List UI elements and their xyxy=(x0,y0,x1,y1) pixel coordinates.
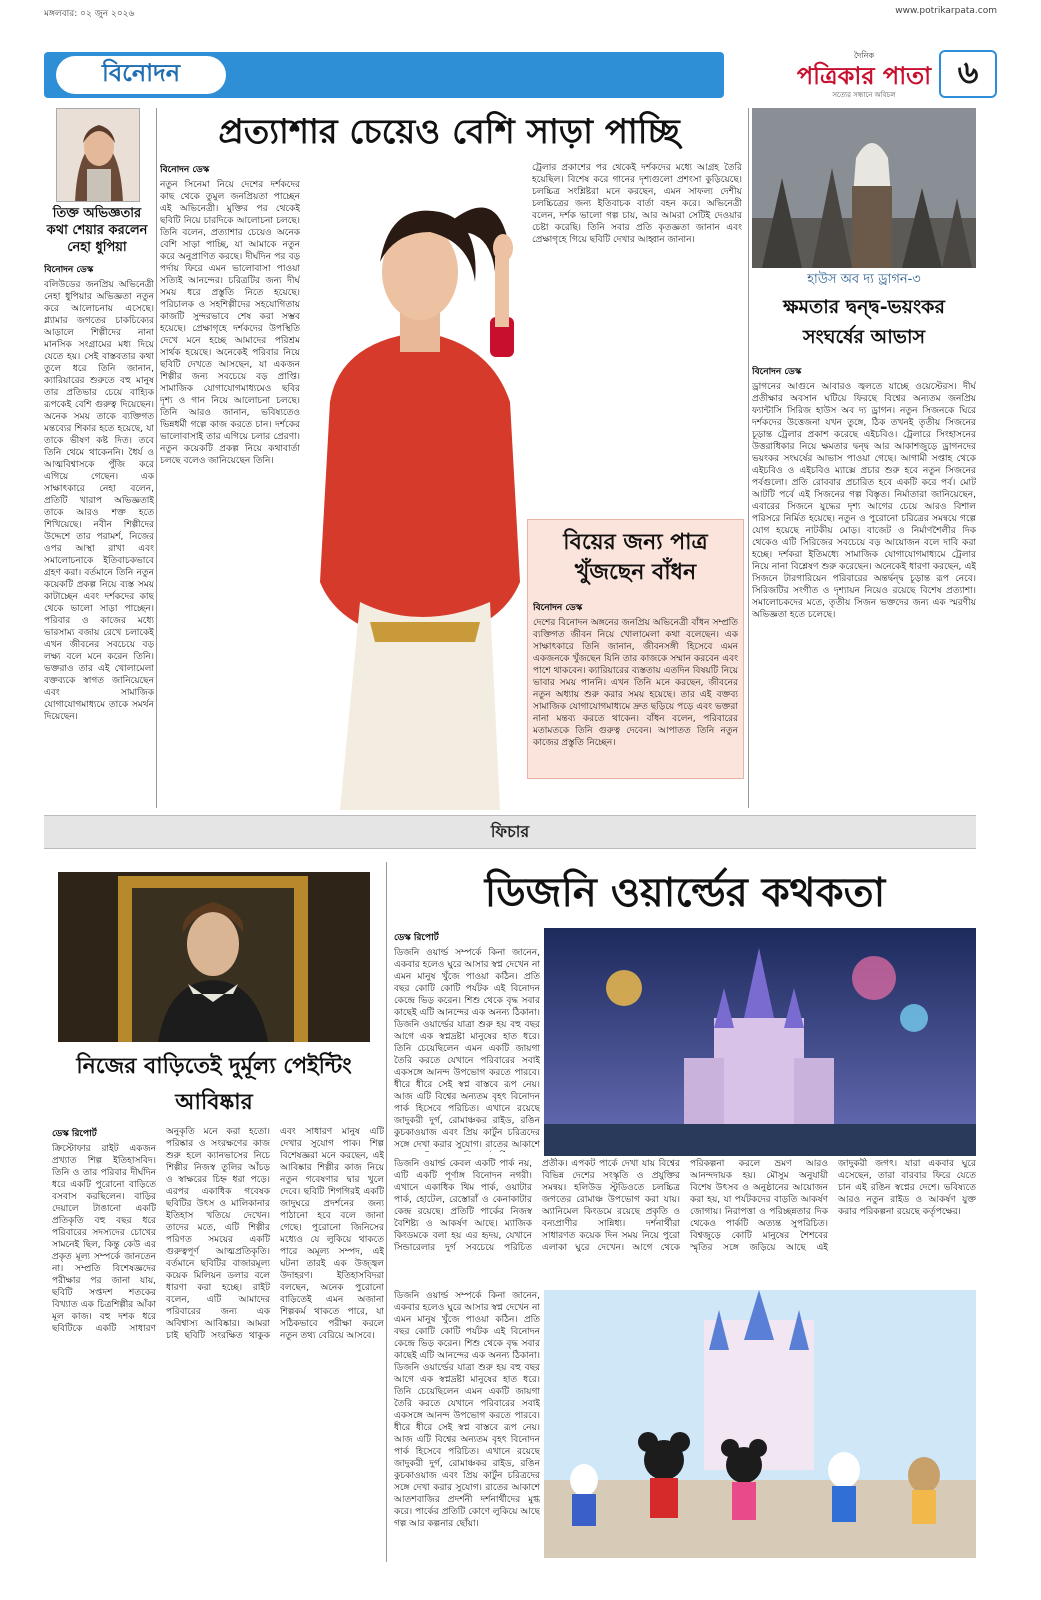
painting-body: ক্রিস্টোফার রাইট একজন প্রখ্যাত শিল্প ইতিহাসবিদ। তিনি ও তার পরিবার দীর্ঘদিন ধরে একটি পুরোনো বাড়িতে বসবাস করছিলেন। বাড়ির দেয়ালে টাঙানো একটি প্রতিকৃতি বহু বছর ধরে পরিবারের সদস্যদের চোখের সামনেই ছিল, কিন্তু কেউ এর প্রকৃত মূল্য সম্পর্কে জানতেন না। সম্প্রতি বিশেষজ্ঞদের পরীক্ষার পর জানা যায়, ছবিটি সপ্তদশ শতকের বিখ্যাত এক চিত্রশিল্পীর আঁকা মূল কাজ। বহু দশক ধরে ছবিটিকে একটি সাধারণ অনুকৃতি মনে করা হতো। পরিষ্কার ও সংরক্ষণের কাজ শুরু হলে ক্যানভাসের নিচে শিল্পীর নিজস্ব তুলির আঁচড় ও স্বাক্ষরের চিহ্ন ধরা পড়ে। এরপর একাধিক গবেষক ছবিটির উৎস ও মালিকানার ইতিহাস খতিয়ে দেখেন। তাদের মতে, এটি শিল্পীর পরিণত সময়ের একটি গুরুত্বপূর্ণ আত্মপ্রতিকৃতি। বর্তমানে ছবিটির বাজারমূল্য কয়েক মিলিয়ন ডলার বলে ধারণা করা হচ্ছে। রাইট বলেন, এটি আমাদের পরিবারের জন্য এক অবিশ্বাস্য আবিষ্কার। আমরা চাই ছবিটি সংরক্ষিত থাকুক এবং সাধারণ মানুষ এটি দেখার সুযোগ পাক। শিল্প বিশেষজ্ঞরা মনে করছেন, এই আবিষ্কার শিল্পীর কাজ নিয়ে নতুন গবেষণার দ্বার খুলে দেবে। ছবিটি শিগগিরই একটি জাদুঘরে প্রদর্শনের জন্য পাঠানো হবে বলে জানা গেছে। পুরোনো জিনিসের মধ্যেও যে লুকিয়ে থাকতে পারে অমূল্য সম্পদ, এই ঘটনা তারই এক উজ্জ্বল উদাহরণ। ইতিহাসবিদরা বলছেন, অনেক পুরোনো বাড়িতেই এমন অজানা শিল্পকর্ম থাকতে পারে, যা সঠিকভাবে পরীক্ষা করলে নতুন তথ্য বেরিয়ে আসবে। xyxy=(52,1127,384,1341)
disney-body-bottom: ডিজনি ওয়ার্ল্ড কেবল একটি পার্ক নয়, এটি একটি পূর্ণাঙ্গ বিনোদন নগরী। এখানে একাধিক থিম পার্ক, ওয়াটার পার্ক, হোটেল, রেস্তোরাঁ ও কেনাকাটার কেন্দ্র রয়েছে। প্রতিটি পার্কের নিজস্ব বৈশিষ্ট্য ও আকর্ষণ আছে। ম্যাজিক কিংডমকে বলা হয় এর হৃদয়, যেখানে সিন্ডারেলার দুর্গ সবচেয়ে পরিচিত প্রতীক। এপকট পার্কে দেখা যায় বিশ্বের বিভিন্ন দেশের সংস্কৃতি ও প্রযুক্তির সমন্বয়। হলিউড স্টুডিওতে চলচ্চিত্র জগতের রোমাঞ্চ উপভোগ করা যায়। অ্যানিমেল কিংডমে রয়েছে প্রকৃতি ও বন্যপ্রাণীর সান্নিধ্য। দর্শনার্থীরা সাধারণত কয়েক দিন সময় নিয়ে পুরো এলাকা ঘুরে দেখেন। আগে থেকে পরিকল্পনা করলে ভ্রমণ আরও আনন্দদায়ক হয়। মৌসুম অনুযায়ী বিশেষ উৎসব ও অনুষ্ঠানের আয়োজন করা হয়, যা পর্যটকদের বাড়তি আকর্ষণ জোগায়। নিরাপত্তা ও পরিচ্ছন্নতার দিক থেকেও পার্কটি অত্যন্ত সুপরিচিত। বিশ্বজুড়ে কোটি মানুষের শৈশবের স্মৃতির সঙ্গে জড়িয়ে আছে এই জাদুকরী জগৎ। যারা একবার ঘুরে এসেছেন, তারা বারবার ফিরে যেতে চান এই রঙিন স্বপ্নের দেশে। ভবিষ্যতে আরও নতুন রাইড ও আকর্ষণ যুক্ত করার পরিকল্পনা রয়েছে কর্তৃপক্ষের। xyxy=(394,1159,976,1253)
disney-body-side: ডিজনি ওয়ার্ল্ড সম্পর্কে কিনা জানেন, একবার হলেও ঘুরে আসার স্বপ্ন দেখেন না এমন মানুষ খুঁজে পাওয়া কঠিন। প্রতি বছর কোটি কোটি পর্যটক এই বিনোদন কেন্দ্রে ভিড় করেন। শিশু থেকে বৃদ্ধ সবার কাছেই এটি আনন্দের এক অনন্য ঠিকানা। ডিজনি ওয়ার্ল্ডের যাত্রা শুরু হয় বহু বছর আগে এক স্বপ্নদ্রষ্টা মানুষের হাত ধরে। তিনি চেয়েছিলেন এমন একটি জায়গা তৈরি করতে যেখানে পরিবারের সবাই একসঙ্গে আনন্দ উপভোগ করতে পারবে। ধীরে ধীরে সেই স্বপ্ন বাস্তবে রূপ নেয়। আজ এটি বিশ্বের অন্যতম বৃহৎ বিনোদন পার্ক হিসেবে পরিচিত। এখানে রয়েছে জাদুকরী দুর্গ, রোমাঞ্চকর রাইড, রঙিন কুচকাওয়াজ এবং প্রিয় কার্টুন চরিত্রদের সঙ্গে দেখা করার সুযোগ। রাতের আকাশে xyxy=(394,948,540,1150)
bubly-body-left: নতুন সিনেমা নিয়ে দেশের দর্শকদের কাছ থেকে তুমুল জনপ্রিয়তা পাচ্ছেন এই অভিনেত্রী। মুক্তির পর থেকেই ছবিটি নিয়ে চারদিকে আলোচনা চলছে। তিনি বলেন, প্রত্যাশার চেয়েও অনেক বেশি সাড়া পাচ্ছি, যা আমাকে নতুন করে অনুপ্রাণিত করছে। দীর্ঘদিন পর বড় পর্দায় ফিরে এমন ভালোবাসা পাওয়া সত্যিই আনন্দের। চরিত্রটির জন্য দীর্ঘ সময় ধরে প্রস্তুতি নিতে হয়েছে। পরিচালক ও সহশিল্পীদের সহযোগিতায় কাজটি সুন্দরভাবে শেষ করা সম্ভব হয়েছে। প্রেক্ষাগৃহে দর্শকদের উপস্থিতি দেখে মনে হচ্ছে আমাদের পরিশ্রম সার্থক হয়েছে। অনেকেই পরিবার নিয়ে ছবিটি দেখতে আসছেন, যা একজন শিল্পীর জন্য সবচেয়ে বড় প্রাপ্তি। সামাজিক যোগাযোগমাধ্যমেও ছবির দৃশ্য ও গান নিয়ে আলোচনা চলছে। তিনি আরও জানান, ভবিষ্যতেও ভিন্নধর্মী গল্পে কাজ করতে চান। দর্শকের ভালোবাসাই তার এগিয়ে চলার প্রেরণা। নতুন কয়েকটি প্রকল্প নিয়ে কথাবার্তা চলছে বলেও জানিয়েছেন তিনি। xyxy=(160,180,300,466)
top-info-line xyxy=(44,6,997,20)
column-divider xyxy=(748,108,749,808)
disney-article-side xyxy=(394,930,540,1152)
painting-headline[interactable]: নিজের বাড়িতেই দুর্মূল্য পেইন্টিং আবিষ্কার xyxy=(76,1053,352,1115)
dragon-article xyxy=(752,364,976,808)
neha-body: বলিউডের জনপ্রিয় অভিনেত্রী নেহা ধুপিয়ার অভিজ্ঞতা নতুন করে আলোচনায় এসেছে। গ্ল্যামার জগতের চাকচিক্যের আড়ালে শিল্পীদের নানা মানসিক সংগ্রামের মধ্য দিয়ে যেতে হয়। সেই বাস্তবতার কথা তুলে ধরে তিনি জানান, ক্যারিয়ারের শুরুতে বহু মানুষ তার প্রতিভার চেয়ে বাহ্যিক রূপকেই বেশি গুরুত্ব দিয়েছেন। অনেক সময় তাকে ব্যক্তিগত মন্তব্যের শিকার হতে হয়েছে, যা তাকে ভীষণ কষ্ট দিত। তবে তিনি থেমে থাকেননি। ধৈর্য ও আত্মবিশ্বাসকে পুঁজি করে এগিয়ে গেছেন। এক সাক্ষাৎকারে নেহা বলেন, প্রতিটি খারাপ অভিজ্ঞতাই তাকে আরও শক্ত হতে শিখিয়েছে। নবীন শিল্পীদের উদ্দেশে তার পরামর্শ, নিজের ওপর আস্থা রাখা এবং সমালোচনাকে ইতিবাচকভাবে গ্রহণ করা। বর্তমানে তিনি নতুন কয়েকটি প্রকল্প নিয়ে ব্যস্ত সময় কাটাচ্ছেন এবং দর্শকদের কাছ থেকে ভালো সাড়া পাচ্ছেন। পরিবার ও কাজের মধ্যে ভারসাম্য বজায় রেখে চলাকেই এখন জীবনের সবচেয়ে বড় লক্ষ্য বলে মনে করেন তিনি। ভক্তরাও তার এই খোলামেলা বক্তব্যকে স্বাগত জানিয়েছেন এবং সামাজিক যোগাযোগমাধ্যমে তাকে সমর্থন দিয়েছেন। xyxy=(44,280,154,722)
bubly-article-right xyxy=(532,162,742,514)
neha-headline[interactable]: তিক্ত অভিজ্ঞতার কথা শেয়ার করলেন নেহা ধুপিয়া xyxy=(46,206,148,255)
disney-castle-photo xyxy=(544,928,976,1156)
actress-photo xyxy=(300,162,530,810)
brand-name: পত্রিকার পাতা xyxy=(796,61,932,90)
page-number: ৬ xyxy=(939,50,997,98)
neha-article xyxy=(44,262,154,810)
disney-article-left-lower xyxy=(394,1290,540,1558)
bandhan-body: দেশের বিনোদন অঙ্গনের জনপ্রিয় অভিনেত্রী বাঁধন সম্প্রতি ব্যক্তিগত জীবন নিয়ে খোলামেলা কথা বলেছেন। এক সাক্ষাৎকারে তিনি জানান, জীবনসঙ্গী হিসেবে এমন একজনকে খুঁজছেন যিনি তার কাজকে সম্মান করবেন এবং পাশে থাকবেন। ক্যারিয়ারের ব্যস্ততায় এতদিন বিষয়টি নিয়ে ভাবার সময় পাননি। এখন তিনি মনে করছেন, জীবনের নতুন অধ্যায় শুরু করার সময় হয়েছে। তার এই বক্তব্য সামাজিক যোগাযোগমাধ্যমে দ্রুত ছড়িয়ে পড়ে এবং ভক্তরা নানা মন্তব্য করতে থাকেন। বাঁধন বলেন, পরিবারের মতামতকে তিনি গুরুত্ব দেবেন। আপাতত তিনি নতুন কাজের প্রস্তুতি নিচ্ছেন। xyxy=(533,618,738,748)
brand-logo[interactable] xyxy=(784,50,944,98)
disney-body-left-lower: ডিজনি ওয়ার্ল্ড সম্পর্কে কিনা জানেন, একবার হলেও ঘুরে আসার স্বপ্ন দেখেন না এমন মানুষ খুঁজে পাওয়া কঠিন। প্রতি বছর কোটি কোটি পর্যটক এই বিনোদন কেন্দ্রে ভিড় করেন। শিশু থেকে বৃদ্ধ সবার কাছেই এটি আনন্দের এক অনন্য ঠিকানা। ডিজনি ওয়ার্ল্ডের যাত্রা শুরু হয় বহু বছর আগে এক স্বপ্নদ্রষ্টা মানুষের হাত ধরে। তিনি চেয়েছিলেন এমন একটি জায়গা তৈরি করতে যেখানে পরিবারের সবাই একসঙ্গে আনন্দ উপভোগ করতে পারবে। ধীরে ধীরে সেই স্বপ্ন বাস্তবে রূপ নেয়। আজ এটি বিশ্বের অন্যতম বৃহৎ বিনোদন পার্ক হিসেবে পরিচিত। এখানে রয়েছে জাদুকরী দুর্গ, রোমাঞ্চকর রাইড, রঙিন কুচকাওয়াজ এবং প্রিয় কার্টুন চরিত্রদের সঙ্গে দেখা করার সুযোগ। রাতের আকাশে আতশবাজির প্রদর্শনী দর্শনার্থীদের মুগ্ধ করে। পার্কের প্রতিটি কোণে লুকিয়ে আছে গল্প আর কল্পনার ছোঁয়া। xyxy=(394,1291,540,1529)
dragon-headline[interactable]: ক্ষমতার দ্বন্দ্ব-ভয়ংকর সংঘর্ষের আভাস xyxy=(783,296,945,348)
dragon-body: ড্রাগনের আগুনে আবারও জ্বলতে যাচ্ছে ওয়েস্টেরস। দীর্ঘ প্রতীক্ষার অবসান ঘটিয়ে ফিরছে বিশ্বের অন্যতম জনপ্রিয় ফ্যান্টাসি সিরিজ হাউস অব দ্য ড্রাগন। নতুন সিজনকে ঘিরে দর্শকদের উত্তেজনা যখন তুঙ্গে, ঠিক তখনই তৃতীয় সিজনের চূড়ান্ত ট্রেলার প্রকাশ করেছে এইচবিও। ট্রেলারে সিংহাসনের উত্তরাধিকার নিয়ে ক্ষমতার দ্বন্দ্ব আর আকাশজুড়ে ড্রাগনদের ভয়ংকর সংঘর্ষের আভাস পাওয়া গেছে। আগামী সপ্তাহ থেকে এইচবিও ও এইচবিও ম্যাক্সে প্রচার শুরু হবে নতুন সিজনের পর্বগুলো। প্রতি রোববার প্রচারিত হবে একটি করে পর্ব। মোট আটটি পর্বে এই সিজনের গল্প বিস্তৃত। নির্মাতারা জানিয়েছেন, এবারের সিজনে যুদ্ধের দৃশ্য আগের চেয়ে আরও বিশাল পরিসরে নির্মিত হয়েছে। নতুন ও পুরোনো চরিত্রের সমন্বয়ে গল্পে যোগ হয়েছে নাটকীয় মোড়। বাজেট ও নির্মাণশৈলীর দিক থেকেও এটি সিরিজের সবচেয়ে বড় আয়োজন বলে দাবি করা হচ্ছে। দর্শকরা ইতিমধ্যে সামাজিক যোগাযোগমাধ্যমে ট্রেলার নিয়ে নানা বিশ্লেষণ শুরু করেছেন। অনেকেই ধারণা করছেন, এই সিজনে টারগারিয়েন পরিবারের অন্তর্দ্বন্দ্ব চূড়ান্ত রূপ নেবে। সিরিজটির সংগীত ও দৃশ্যায়ন নিয়েও রয়েছে বিশেষ প্রত্যাশা। সমালোচকদের মতে, তৃতীয় সিজন ভক্তদের জন্য এক স্মরণীয় অভিজ্ঞতা হতে চলেছে। xyxy=(752,382,976,620)
bubly-body-right: ট্রেলার প্রকাশের পর থেকেই দর্শকদের মধ্যে আগ্রহ তৈরি হয়েছিল। বিশেষ করে গানের দৃশ্যগুলো প্রশংসা কুড়িয়েছে। চলচ্চিত্র সংশ্লিষ্টরা মনে করছেন, এমন সাফল্য দেশীয় চলচ্চিত্রের জন্য ইতিবাচক বার্তা বহন করে। অভিনেত্রী বলেন, দর্শক ভালো গল্প চায়, আর আমরা সেটিই দেওয়ার চেষ্টা করেছি। তিনি সবার প্রতি কৃতজ্ঞতা জানান এবং প্রেক্ষাগৃহে গিয়ে ছবিটি দেখার আহ্বান জানান। xyxy=(532,163,742,245)
neha-byline: বিনোদন ডেস্ক xyxy=(44,265,94,275)
date-line: মঙ্গলবার: ০২ জুন ২০২৬ xyxy=(44,9,135,19)
website-url[interactable]: www.potrikarpata.com xyxy=(895,6,997,16)
bubly-article-left xyxy=(160,162,300,810)
column-divider xyxy=(156,108,157,808)
dragon-caption: হাউস অব দ্য ড্রাগন-৩ xyxy=(807,272,921,287)
disney-headline[interactable]: ডিজনি ওয়ার্ল্ডের কথকতা xyxy=(484,868,886,916)
painting-photo xyxy=(58,872,370,1042)
bandhan-byline: বিনোদন ডেস্ক xyxy=(533,603,583,613)
neha-photo xyxy=(56,108,140,202)
dragon-photo xyxy=(752,108,976,268)
column-divider xyxy=(386,862,387,1562)
bandhan-article xyxy=(533,600,738,775)
brand-tagline: সত্যের সন্ধানে অবিচল xyxy=(832,91,896,99)
bandhan-headline[interactable]: বিয়ের জন্য পাত্র খুঁজছেন বাঁধন xyxy=(563,529,708,585)
painting-byline: ডেস্ক রিপোর্ট xyxy=(52,1129,97,1139)
disney-characters-photo xyxy=(544,1290,976,1558)
painting-article xyxy=(52,1126,384,1558)
brand-top: দৈনিক xyxy=(853,51,875,60)
disney-article-bottom xyxy=(394,1158,976,1286)
feature-label[interactable]: ফিচার xyxy=(490,821,530,841)
feature-section-bar xyxy=(44,815,976,849)
page-header xyxy=(44,48,997,100)
bubly-byline: বিনোদন ডেস্ক xyxy=(160,165,210,175)
section-label[interactable]: বিনোদন xyxy=(56,56,226,94)
dragon-byline: বিনোদন ডেস্ক xyxy=(752,367,802,377)
disney-byline: ডেস্ক রিপোর্ট xyxy=(394,933,439,943)
bubly-headline[interactable]: প্রত্যাশার চেয়েও বেশি সাড়া পাচ্ছি xyxy=(218,111,680,152)
section-bar xyxy=(44,52,724,98)
